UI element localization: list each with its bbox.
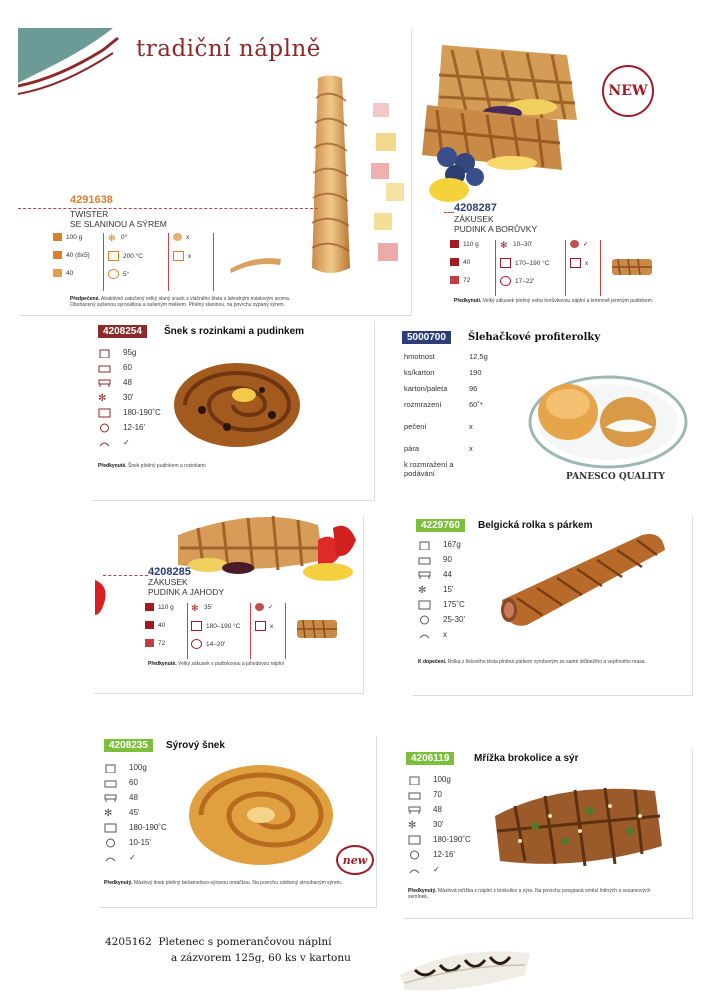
boruvky-cell-rise: ✓	[570, 240, 588, 248]
jahody-cell-weight: 110 g	[145, 603, 174, 611]
snowflake-icon: ✻	[104, 807, 113, 819]
pletenec-image	[395, 935, 535, 995]
zakusek-boruvky-image	[417, 35, 592, 205]
oven-icon	[108, 251, 119, 261]
profiterolky-row-bake: pečení x	[404, 422, 473, 431]
belgicka-row-weight: 167g	[418, 537, 465, 552]
pletenec-line1	[105, 934, 351, 950]
syrovy-row-thaw: ✻ 45'	[104, 807, 140, 819]
syrovy-row-weight: 100g	[104, 760, 167, 775]
zakusek-jahody-name-line1: ZÁKUSEK	[148, 577, 188, 587]
jahody-grid-vline-1	[187, 603, 188, 659]
steam-icon	[173, 251, 184, 261]
snowflake-icon: ✻	[500, 240, 508, 250]
twister-cell-count: 40 (8x5)	[53, 251, 90, 259]
zakusek-boruvky-spec-grid	[450, 240, 695, 300]
profiterolky-image	[523, 352, 688, 472]
snek-rozinky-name: Šnek s rozinkami a pudinkem	[164, 326, 305, 337]
twister-cell-weight: 100 g	[53, 233, 82, 241]
syrovy-row-count: 60	[104, 775, 167, 790]
snek-rozinky-row-weight: 95g	[98, 345, 161, 360]
zakusek-boruvky-card	[412, 30, 695, 320]
twister-cell-steam: x	[173, 251, 191, 261]
syrovy-snek-image	[186, 760, 336, 870]
profiterolky-spec-table	[404, 352, 488, 478]
belgicka-row-thaw: ✻ 15'	[418, 584, 454, 596]
belgicka-rolka-image	[497, 530, 667, 630]
boruvky-cell-time: 17–22'	[500, 276, 534, 286]
syrovy-snek-description: Předkynutý. Máslový šnek plněný bešamelovo-sýrovou omáčkou. Na povrchu zdobený strouhaným sýrem.	[104, 880, 343, 886]
dough-icon	[255, 603, 264, 611]
header-swoosh-graphic	[18, 28, 128, 103]
pallet-icon	[98, 378, 111, 388]
timer-icon	[108, 269, 119, 279]
twister-mini-image	[228, 253, 283, 273]
zakusek-jahody-spec-grid	[145, 603, 360, 663]
jahody-cell-steam: x	[255, 621, 273, 631]
box-icon	[408, 790, 421, 800]
box-icon	[145, 621, 154, 629]
mrizka-row-thaw: ✻ 30'	[408, 819, 444, 831]
weight-icon	[418, 540, 431, 550]
profiterolky-card	[398, 327, 693, 502]
boruvky-mini-image	[610, 255, 655, 280]
snowflake-icon: ✻	[98, 392, 107, 404]
steam-icon	[418, 630, 431, 640]
box-icon	[104, 778, 117, 788]
mrizka-row-oven: 180-190˚C	[408, 832, 471, 847]
snek-rozinky-code: 4208254	[98, 325, 147, 338]
jahody-cell-time: 14–20'	[191, 639, 225, 649]
mrizka-brokolice-card	[402, 748, 692, 918]
steam-icon	[255, 621, 266, 631]
twister-card	[18, 28, 411, 315]
mrizka-brokolice-description: Předkynutý. Máslová mřížka s náplní z brokolice a sýra. Na povrchu posypaná směsí lněných a sezamových semínek.	[408, 888, 651, 900]
pletenec-section	[95, 930, 695, 1000]
twister-grid-vline-2	[168, 233, 169, 291]
mrizka-brokolice-image	[490, 776, 665, 876]
belgicka-rolka-code: 4229760	[416, 519, 465, 532]
boruvky-grid-vline-2	[565, 240, 566, 296]
snek-rozinky-row-count: 60	[98, 360, 161, 375]
mrizka-row-count: 70	[408, 787, 471, 802]
twister-name-line2: SE SLANINOU A SÝREM	[70, 219, 167, 229]
twister-name-line1: TWISTER	[70, 209, 109, 219]
snowflake-icon: ✻	[408, 819, 417, 831]
dough-icon	[173, 233, 182, 241]
profiterolky-row-steam: pára x	[404, 444, 473, 453]
zakusek-jahody-code: 4208285	[148, 566, 191, 578]
belgicka-row-time: 25-30'	[418, 612, 465, 627]
syrovy-row-pallet: 48	[104, 790, 167, 805]
snek-rozinky-row-thaw: ✻ 30'	[98, 392, 134, 404]
profiterolky-name: Šlehačkové profiterolky	[468, 332, 601, 343]
boruvky-cell-steam: x	[570, 258, 588, 268]
mrizka-row-weight: 100g	[408, 772, 471, 787]
syrovy-snek-name: Sýrový šnek	[166, 740, 225, 751]
jahody-cell-oven: 180–190 °C	[191, 621, 240, 631]
belgicka-rolka-card	[412, 515, 692, 695]
mrizka-brokolice-code: 4206119	[406, 752, 454, 765]
snowflake-icon: ✻	[108, 233, 116, 243]
twister-cell-oven: 200 °C	[108, 251, 143, 261]
panesco-quality-label: PANESCO QUALITY	[566, 472, 665, 482]
profiterolky-row-weight: hmotnost 12,5g	[404, 352, 488, 361]
zakusek-jahody-image	[168, 510, 358, 585]
belgicka-row-pallet: 44	[418, 567, 465, 582]
oven-icon	[98, 408, 111, 418]
twister-name	[70, 209, 167, 229]
snowflake-icon: ✻	[191, 603, 199, 613]
twister-description: Předpečené. Atraktivně zatočený velký slaný snack z vláčného těsta s lahodným máslovým aroma. Obohacený sušenou syrovátkou a sušeným mlékem. Plněný slaninou, na povrchu sypaný sýrem.	[70, 296, 291, 308]
syrovy-row-time: 10-15'	[104, 835, 167, 850]
pallet-icon	[408, 805, 421, 815]
pallet-icon	[53, 269, 62, 277]
oven-icon	[104, 823, 117, 833]
weight-icon	[98, 348, 111, 358]
profiterolky-row-thaw: rozmrazení 60˚*	[404, 400, 483, 409]
zakusek-jahody-description: Předkynuté. Velký zákusek s pudinkovou a jahodovou náplní	[148, 661, 285, 667]
pletenec-code: 4205162	[105, 936, 152, 948]
ham-cheese-cubes-image	[368, 103, 408, 273]
jahody-cell-thaw: ✻ 35'	[191, 603, 213, 613]
twister-grid-vline-3	[213, 233, 214, 291]
jahody-cell-count: 40	[145, 621, 165, 629]
twister-divider	[18, 208, 318, 209]
twister-grid-vline-1	[103, 233, 104, 291]
snek-rozinky-row-steam: ✓	[98, 435, 161, 450]
jahody-mini-image	[295, 615, 340, 643]
boruvky-grid-vline-3	[600, 240, 601, 296]
syrovy-row-oven: 180-190˚C	[104, 820, 167, 835]
timer-icon	[418, 615, 431, 625]
snek-rozinky-description: Předkynuté. Šnek plněný pudinkem a rozinkami	[98, 463, 206, 469]
snek-rozinky-row-pallet: 48	[98, 375, 161, 390]
jahody-grid-vline-2	[250, 603, 251, 659]
strawberry-decoration	[93, 575, 108, 620]
twister-cell-thaw: ✻ 0°	[108, 233, 128, 243]
box-icon	[450, 258, 459, 266]
oven-icon	[500, 258, 511, 268]
mrizka-brokolice-spec-list	[408, 772, 471, 877]
boruvky-cell-pallet: 72	[450, 276, 470, 284]
box-icon	[418, 555, 431, 565]
pallet-icon	[145, 639, 154, 647]
mrizka-brokolice-name: Mřížka brokolice a sýr	[474, 753, 579, 764]
syrovy-row-steam: ✓	[104, 850, 167, 865]
boruvky-cell-oven: 170–190 °C	[500, 258, 549, 268]
weight-icon	[104, 763, 117, 773]
profiterolky-row-pallet: karton/paleta 96	[404, 384, 478, 393]
dough-icon	[570, 240, 579, 248]
weight-icon	[53, 233, 62, 241]
twister-spec-grid	[53, 233, 313, 293]
boruvky-grid-vline-1	[495, 240, 496, 296]
mrizka-row-pallet: 48	[408, 802, 471, 817]
snek-rozinky-row-time: 12-16'	[98, 420, 161, 435]
pletenec-desc-line1: Pletenec s pomerančovou náplní	[158, 936, 332, 948]
new-badge-syrovy: new	[336, 845, 374, 875]
box-icon	[53, 251, 62, 259]
twister-cell-time: 5°	[108, 269, 129, 279]
belgicka-rolka-spec-list	[418, 537, 465, 642]
zakusek-jahody-card	[93, 515, 363, 693]
weight-icon	[145, 603, 154, 611]
jahody-cell-pallet: 72	[145, 639, 165, 647]
new-badge: NEW	[602, 65, 654, 117]
profiterolky-row-serve: k rozmražení a podávání	[404, 460, 454, 478]
boruvky-cell-count: 40	[450, 258, 470, 266]
timer-icon	[191, 639, 202, 649]
zakusek-jahody-divider	[103, 575, 148, 576]
steam-icon	[408, 865, 421, 875]
jahody-cell-rise: ✓	[255, 603, 273, 611]
pallet-icon	[104, 793, 117, 803]
profiterolky-code: 5000700	[402, 331, 451, 344]
snek-rozinky-spec-list	[98, 345, 161, 450]
steam-icon	[98, 438, 111, 448]
weight-icon	[450, 240, 459, 248]
pallet-icon	[450, 276, 459, 284]
boruvky-cell-weight: 110 g	[450, 240, 479, 248]
page-title: tradiční náplně	[136, 36, 321, 62]
timer-icon	[104, 838, 117, 848]
pletenec-text	[105, 934, 351, 966]
zakusek-boruvky-description: Předkynutí. Velký zákusek plněný extra borůvkovou náplní a krémově jemným pudinkem.	[454, 298, 654, 304]
zakusek-boruvky-divider	[444, 212, 454, 213]
syrovy-snek-spec-list	[104, 760, 167, 865]
zakusek-boruvky-code: 4208287	[454, 202, 497, 214]
oven-icon	[191, 621, 202, 631]
zakusek-jahody-name-line2: PUDINK A JAHODY	[148, 587, 225, 597]
twister-code: 4291638	[70, 194, 113, 206]
mrizka-row-steam: ✓	[408, 862, 471, 877]
twister-cell-pallet: 40	[53, 269, 73, 277]
mrizka-row-time: 12-16'	[408, 847, 471, 862]
belgicka-row-steam: x	[418, 627, 465, 642]
timer-icon	[408, 850, 421, 860]
profiterolky-row-count: ks/karton 190	[404, 368, 482, 377]
belgicka-rolka-description: K dopečení. Rolka z listového těsta plněná párkem vyrobeným ze samé drůbežího a vepřového masa.	[418, 659, 646, 665]
pletenec-desc-line2: a zázvorem 125g, 60 ks v kartonu	[171, 952, 351, 964]
snek-rozinky-row-oven: 180-190˚C	[98, 405, 161, 420]
steam-icon	[104, 853, 117, 863]
timer-icon	[500, 276, 511, 286]
syrovy-snek-card	[98, 735, 376, 907]
steam-icon	[570, 258, 581, 268]
oven-icon	[408, 835, 421, 845]
belgicka-row-oven: 175˚C	[418, 597, 465, 612]
timer-icon	[98, 423, 111, 433]
belgicka-rolka-name: Belgická rolka s párkem	[478, 520, 593, 531]
zakusek-boruvky-name	[454, 214, 537, 234]
oven-icon	[418, 600, 431, 610]
syrovy-snek-code: 4208235	[104, 739, 153, 752]
zakusek-boruvky-name-line1: ZÁKUSEK	[454, 214, 494, 224]
zakusek-jahody-name	[148, 577, 224, 597]
twister-cell-rise: x	[173, 233, 189, 241]
weight-icon	[408, 775, 421, 785]
jahody-grid-vline-3	[285, 603, 286, 659]
box-icon	[98, 363, 111, 373]
snek-rozinky-image	[172, 355, 302, 450]
belgicka-row-count: 90	[418, 552, 465, 567]
zakusek-boruvky-name-line2: PUDINK A BORŮVKY	[454, 224, 538, 234]
boruvky-cell-thaw: ✻ 10–30'	[500, 240, 533, 250]
snowflake-icon: ✻	[418, 584, 427, 596]
pallet-icon	[418, 570, 431, 580]
snek-rozinky-card	[92, 320, 374, 500]
